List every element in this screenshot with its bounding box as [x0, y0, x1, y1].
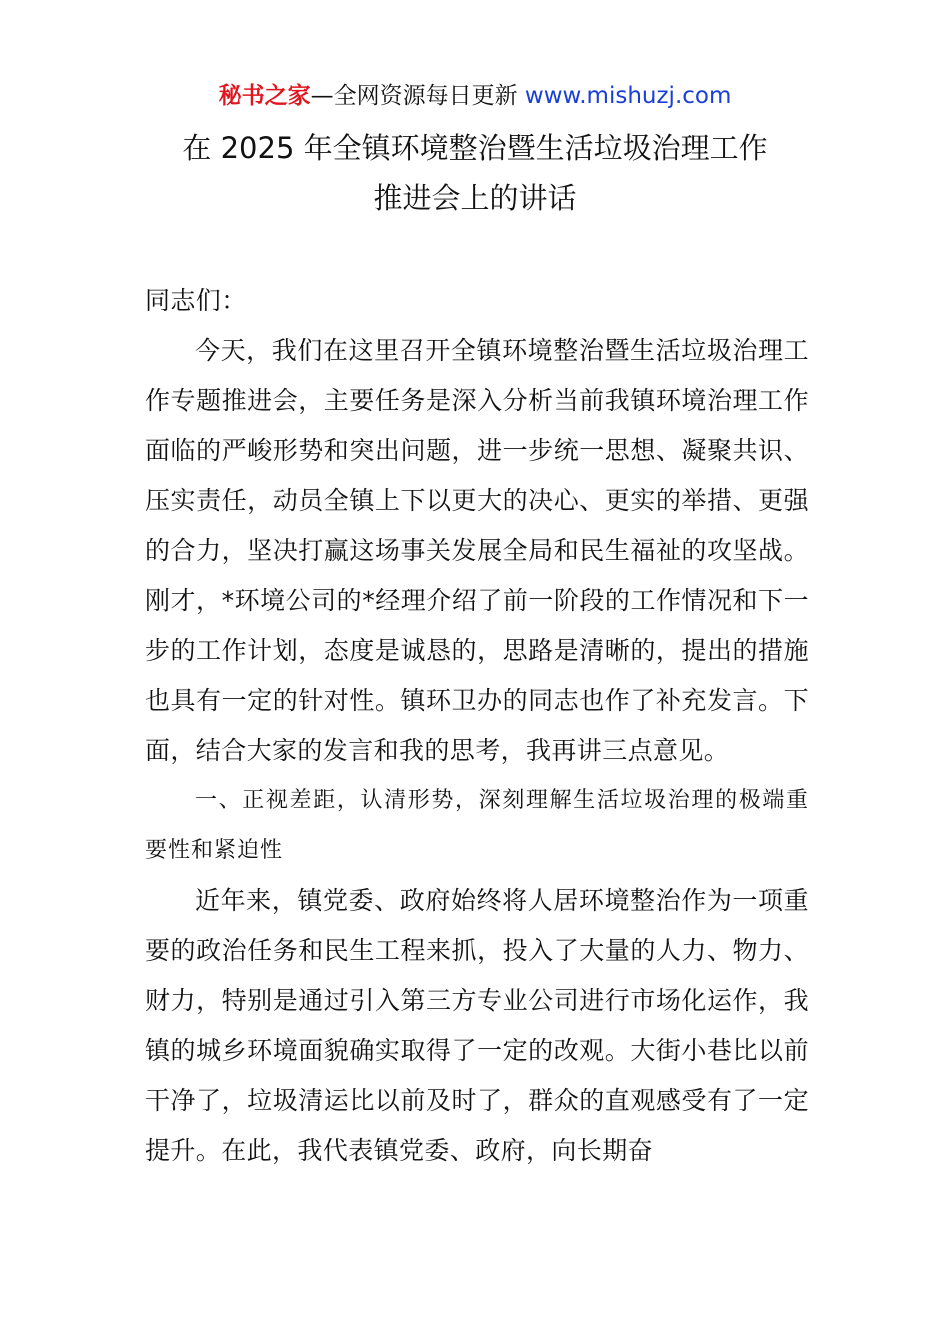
document-body	[145, 276, 809, 1176]
salutation: 同志们：	[145, 286, 247, 315]
paragraph-section-1: 近年来，镇党委、政府始终将人居环境整治作为一项重要的政治任务和民生工程来抓，投入了大量的人力、物力、财力，特别是通过引入第三方专业公司进行市场化运作，我镇的城乡环境面貌确实取得了一定的改观。大街小巷比以前干净了，垃圾清运比以前及时了，群众的直观感受有了一定提升。在此，我代表镇党委、政府，向长期奋	[145, 886, 809, 1165]
section-heading-1: 一、正视差距，认清形势，深刻理解生活垃圾治理的极端重要性和紧迫性	[145, 788, 809, 863]
site-header	[0, 80, 950, 112]
document-title-line-2: 推进会上的讲话	[373, 181, 577, 215]
brand-name: 秘书之家	[218, 83, 311, 109]
document-title-line-1: 在 2025 年全镇环境整治暨生活垃圾治理工作	[182, 131, 768, 165]
header-tagline: —全网资源每日更新	[310, 83, 518, 109]
site-url-link[interactable]: www.mishuzj.com	[524, 83, 732, 109]
paragraph-opening: 今天，我们在这里召开全镇环境整治暨生活垃圾治理工作专题推进会，主要任务是深入分析当前我镇环境治理工作面临的严峻形势和突出问题，进一步统一思想、凝聚共识、压实责任，动员全镇上下以更大的决心、更实的举措、更强的合力，坚决打赢这场事关发展全局和民生福祉的攻坚战。刚才，*环境公司的*经理介绍了前一阶段的工作情况和下一步的工作计划，态度是诚恳的，思路是清晰的，提出的措施也具有一定的针对性。镇环卫办的同志也作了补充发言。下面，结合大家的发言和我的思考，我再讲三点意见。	[145, 336, 809, 765]
